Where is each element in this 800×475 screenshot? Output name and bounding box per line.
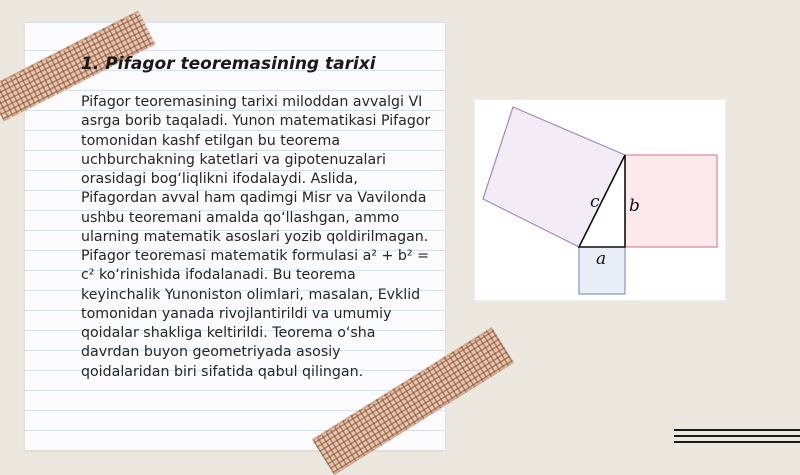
pythagoras-figure <box>474 99 726 301</box>
decorative-line <box>674 441 800 443</box>
label-b: b <box>629 196 640 216</box>
page-title: 1. Pifagor teoremasining tarixi <box>81 54 376 74</box>
decorative-lines <box>674 426 800 450</box>
label-a: a <box>596 249 607 269</box>
label-c: c <box>590 192 600 212</box>
body-paragraph: Pifagor teoremasining tarixi miloddan avvalgi VI asrga borib taqaladi. Yunon matematikasi Pifagor tomonidan kashf etilgan bu teorema uchburchakning katetlari va gipotenuzalari orasidagi bog‘liqlikni ifodalaydi. Aslida, Pifagordan avval ham qadimgi Misr va Vavilonda ushbu teoremani amalda qo‘llashgan, ammo ularning matematik asoslari yozib qoldirilmagan. Pifagor teoremasi matematik formulasi a² + b² = c² ko‘rinishida ifodalanadi. Bu teorema keyinchalik Yunoniston olimlari, masalan, Evklid tomonidan yanada rivojlantirildi va umumiy qoidalar shakliga keltirildi. Teorema o‘sha davrdan buyon geometriyada asosiy qoidalaridan biri sifatida qabul qilingan. <box>81 94 431 380</box>
decorative-line <box>674 429 800 431</box>
decorative-line <box>674 435 800 437</box>
pythagoras-diagram <box>475 100 725 300</box>
